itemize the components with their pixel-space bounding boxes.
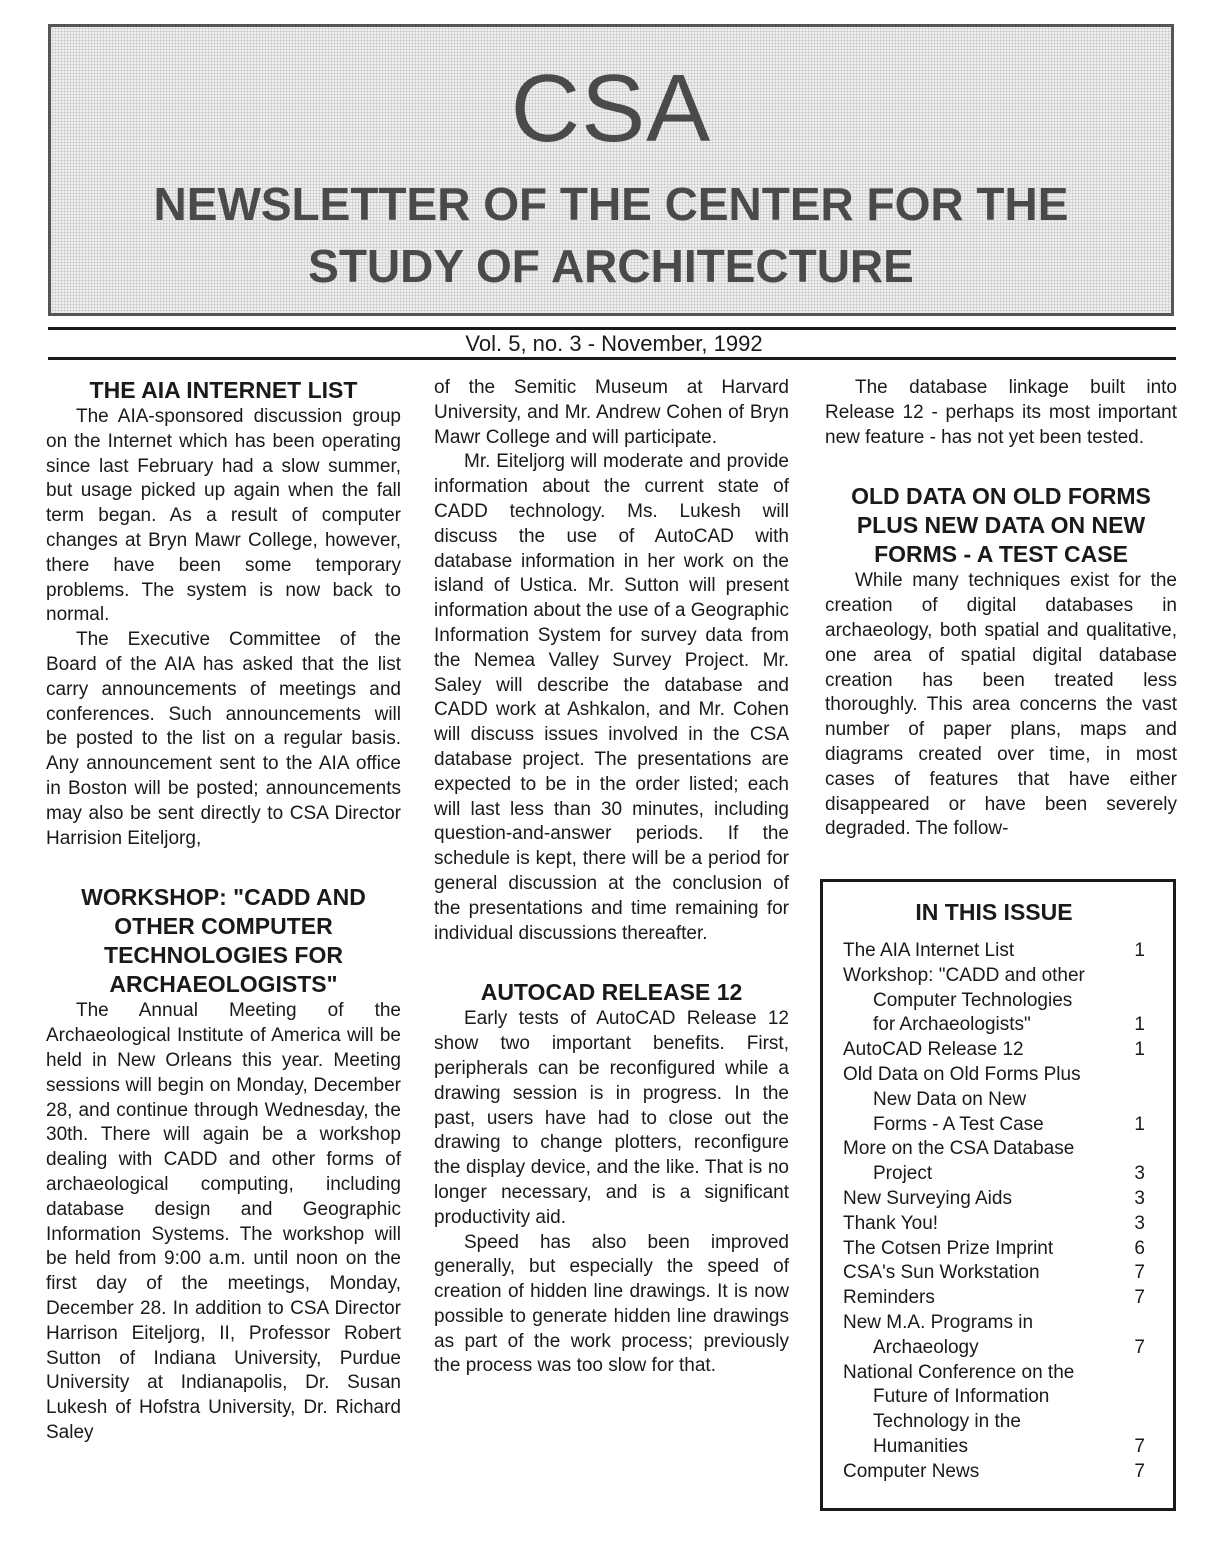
- heading-old-data-old-forms: [825, 482, 1177, 569]
- newsletter-logo: CSA: [510, 55, 712, 162]
- masthead-subtitle-line2: STUDY OF ARCHITECTURE: [308, 240, 914, 292]
- toc-item-line: CSA's Sun Workstation: [843, 1262, 1040, 1284]
- issue-info: Vol. 5, no. 3 - November, 1992: [465, 331, 763, 356]
- toc-item-page: 1: [1134, 1113, 1145, 1135]
- toc-item: [843, 1063, 1145, 1137]
- column-3: [825, 376, 1177, 842]
- paragraph: of the Semitic Museum at Harvard University, and Mr. Andrew Cohen of Bryn Mawr College and will participate.: [434, 377, 789, 448]
- toc-item-line: Old Data on Old Forms Plus: [843, 1063, 1081, 1085]
- paragraph: The database linkage built into Release 12 - perhaps its most important new feature - has not yet been tested.: [825, 377, 1177, 448]
- toc-item-line: Computer News: [843, 1460, 980, 1482]
- heading-line: FORMS - A TEST CASE: [874, 541, 1128, 568]
- in-this-issue-box: [820, 879, 1176, 1511]
- toc-item-title: [843, 1361, 1074, 1460]
- toc-item-line: Computer Technologies: [873, 989, 1073, 1011]
- toc-item-title: [843, 1261, 1040, 1286]
- toc-item-line: Forms - A Test Case: [873, 1113, 1044, 1135]
- toc-list: [843, 939, 1145, 1485]
- toc-item: [843, 1237, 1145, 1262]
- toc-item: [843, 1212, 1145, 1237]
- toc-item-page: 3: [1134, 1187, 1145, 1209]
- toc-item: [843, 964, 1145, 1038]
- toc-item-title: [843, 1311, 1033, 1361]
- toc-item-line: Workshop: "CADD and other: [843, 964, 1085, 986]
- masthead: [48, 24, 1174, 316]
- toc-item: [843, 1187, 1145, 1212]
- paragraph: Mr. Eiteljorg will moderate and provide information about the current state of CADD technology. Ms. Lukesh will discuss the use of AutoCAD with database information in her work on the island of Ustica. Mr. Sutton will present information about the use of a Geographic Information System for survey data from the Nemea Valley Survey Project. Mr. Saley will describe the database and CADD work at Ashkalon, and Mr. Cohen will discuss issues involved in the CSA database project. The presentations are expected to be in the order listed; each will last less than 30 minutes, including question-and-answer periods. If the schedule is kept, there will be a period for general discussion at the conclusion of the presentations and time remaining for individual discussions thereafter.: [434, 451, 789, 944]
- toc-item-title: [843, 964, 1085, 1038]
- paragraph: Early tests of AutoCAD Release 12 show two important benefits. First, peripherals can be reconfigured while a drawing session is in progress. In the past, users have had to close out the drawing to change plotters, reconfigure the display device, and the like. That is no longer necessary, and is a significant productivity aid.: [434, 1008, 789, 1228]
- paragraph: Speed has also been improved generally, but especially the speed of creation of hidden line drawings. It is now possible to generate hidden line drawings as part of the work process; previously the process was too slow for that.: [434, 1231, 789, 1377]
- column-1: [46, 376, 401, 1446]
- toc-item: [843, 1137, 1145, 1187]
- heading-line: WORKSHOP: "CADD AND: [81, 884, 366, 911]
- toc-item-line: National Conference on the: [843, 1361, 1075, 1383]
- toc-item-line: Archaeology: [873, 1336, 979, 1358]
- toc-item-page: 3: [1134, 1212, 1145, 1234]
- toc-item-line: More on the CSA Database: [843, 1138, 1075, 1160]
- toc-item-line: New Data on New: [873, 1088, 1027, 1110]
- toc-item-title: [843, 1063, 1081, 1137]
- heading-line: OTHER COMPUTER: [114, 913, 333, 940]
- heading-line: TECHNOLOGIES FOR: [104, 942, 343, 969]
- heading-line: OLD DATA ON OLD FORMS: [851, 483, 1151, 510]
- toc-item-page: 7: [1134, 1435, 1145, 1457]
- masthead-subtitle: [51, 173, 1171, 297]
- toc-item-title: [843, 1237, 1053, 1262]
- toc-item-page: 7: [1134, 1262, 1145, 1284]
- toc-item-title: [843, 1212, 938, 1237]
- toc-item-title: [843, 1286, 935, 1311]
- toc-item: [843, 1460, 1145, 1485]
- column-2: [434, 376, 789, 1379]
- toc-item-line: Project: [873, 1163, 933, 1185]
- toc-item-line: The Cotsen Prize Imprint: [843, 1237, 1054, 1259]
- toc-item: [843, 939, 1145, 964]
- toc-item-title: [843, 1137, 1074, 1187]
- toc-item-line: AutoCAD Release 12: [843, 1039, 1024, 1061]
- toc-item-line: for Archaeologists": [873, 1014, 1031, 1036]
- toc-item: [843, 1261, 1145, 1286]
- toc-item-title: [843, 1187, 1012, 1212]
- toc-item-page: 1: [1134, 1039, 1145, 1061]
- toc-item-page: 6: [1134, 1237, 1145, 1259]
- heading-line: ARCHAEOLOGISTS": [109, 971, 338, 998]
- masthead-subtitle-line1: NEWSLETTER OF THE CENTER FOR THE: [153, 178, 1069, 230]
- toc-item-page: 3: [1134, 1163, 1145, 1185]
- toc-title: IN THIS ISSUE: [915, 899, 1073, 925]
- toc-item-line: The AIA Internet List: [843, 940, 1015, 961]
- heading-workshop: [46, 883, 401, 999]
- toc-item-page: 1: [1134, 940, 1145, 961]
- heading-line: PLUS NEW DATA ON NEW: [856, 512, 1146, 539]
- toc-item-line: Thank You!: [843, 1212, 939, 1234]
- toc-item-line: New Surveying Aids: [843, 1187, 1012, 1209]
- toc-item-line: Humanities: [873, 1435, 969, 1457]
- toc-item-line: Technology in the: [873, 1411, 1021, 1433]
- toc-item-line: Future of Information: [873, 1386, 1050, 1408]
- toc-item: [843, 1038, 1145, 1063]
- toc-item-title: [843, 1038, 1024, 1063]
- paragraph: The Executive Committee of the Board of the AIA has asked that the list carry announcements of meetings and conferences. Such announcements will be posted to the list on a regular basis. Any announcement sent to the AIA office in Boston will be posted; announcements may also be sent directly to CSA Director Harrision Eiteljorg,: [46, 629, 401, 849]
- toc-item: [843, 1286, 1145, 1311]
- paragraph: The AIA-sponsored discussion group on the Internet which has been operating since last February had a slow summer, but usage picked up again when the fall term began. As a result of computer changes at Bryn Mawr College, however, there have been some temporary problems. The system is now back to normal.: [46, 406, 401, 626]
- toc-item-page: 7: [1134, 1460, 1145, 1482]
- toc-item-page: 7: [1134, 1287, 1145, 1309]
- paragraph: While many techniques exist for the creation of digital databases in archaeology, both spatial and qualitative, one area of spatial digital database creation has been treated less thoroughly. This area concerns the vast number of paper plans, maps and diagrams created over time, in most cases of features that have either disappeared or have been severely degraded. The follow-: [825, 570, 1177, 840]
- toc-item-line: Reminders: [843, 1287, 935, 1309]
- toc-item-title: [843, 939, 1014, 964]
- toc-item: [843, 1361, 1145, 1460]
- toc-item: [843, 1311, 1145, 1361]
- rule-bottom: [48, 357, 1176, 360]
- toc-item-title: [843, 1460, 979, 1485]
- heading-autocad-release-12: AUTOCAD RELEASE 12: [480, 979, 743, 1006]
- paragraph: The Annual Meeting of the Archaeological Institute of America will be held in New Orleans this year. Meeting sessions will begin on Monday, December 28, and continue through Wednesday, the 30th. There will again be a workshop dealing with CADD and other forms of archaeological computing, including database design and Geographic Information Systems. The workshop will be held from 9:00 a.m. until noon on the first day of the meetings, Monday, December 28. In addition to CSA Director Harrison Eiteljorg, II, Professor Robert Sutton of Indiana University, Purdue University at Indianapolis, Dr. Susan Lukesh of Hofstra University, Dr. Richard Saley: [46, 1000, 401, 1443]
- toc-item-line: New M.A. Programs in: [843, 1311, 1034, 1333]
- toc-item-page: 7: [1134, 1336, 1145, 1358]
- toc-item-page: 1: [1134, 1014, 1145, 1036]
- heading-aia-internet-list: THE AIA INTERNET LIST: [89, 377, 358, 403]
